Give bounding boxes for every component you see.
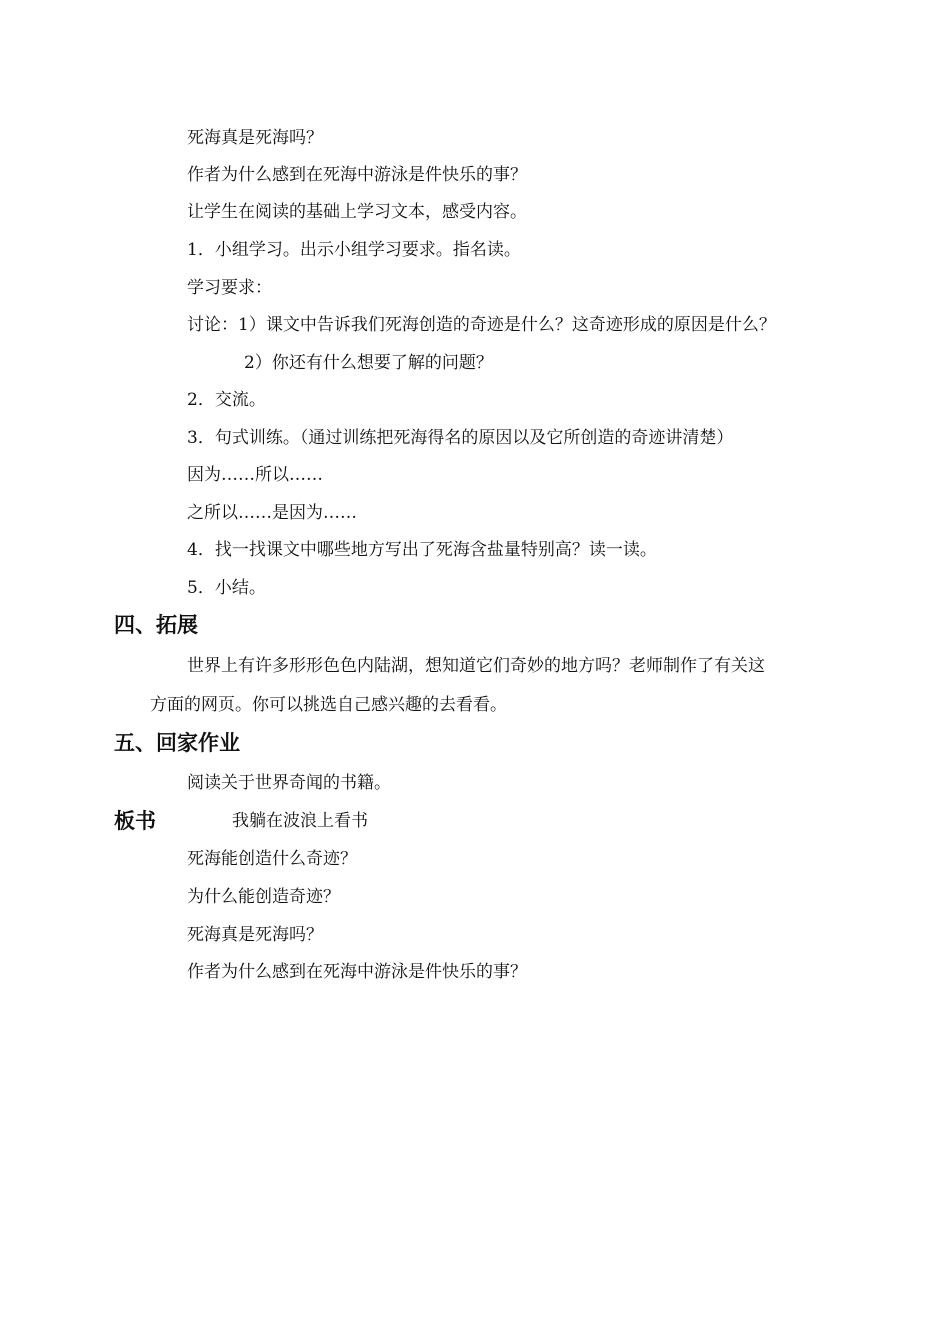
sentence-pattern-1: 因为……所以…… [187,465,323,485]
step-2-line: 2．交流。 [187,390,266,410]
section-4-heading: 四、拓展 [114,613,198,637]
board-title: 我躺在波浪上看书 [232,811,368,831]
board-heading: 板书 [114,809,156,833]
discussion-line: 讨论：1）课文中告诉我们死海创造的奇迹是什么？这奇迹形成的原因是什么？ [187,315,776,335]
step-4-line: 4．找一找课文中哪些地方写出了死海含盐量特别高？读一读。 [187,540,657,560]
board-line: 死海能创造什么奇迹？ [187,849,357,869]
homework-line: 阅读关于世界奇闻的书籍。 [187,773,391,793]
section-4-paragraph-line-2: 方面的网页。你可以挑选自己感兴趣的去看看。 [150,695,507,715]
board-line: 为什么能创造奇迹？ [187,887,340,907]
question-line: 死海真是死海吗？ [187,128,323,148]
step-5-line: 5．小结。 [187,578,266,598]
step-3-line: 3．句式训练。（通过训练把死海得名的原因以及它所创造的奇迹讲清楚） [187,428,734,448]
step-1-line: 1．小组学习。出示小组学习要求。指名读。 [187,240,521,260]
sentence-pattern-2: 之所以……是因为…… [187,503,357,523]
section-5-heading: 五、回家作业 [114,731,240,755]
board-line: 作者为什么感到在死海中游泳是件快乐的事？ [187,962,527,982]
section-4-paragraph-line-1: 世界上有许多形形色色内陆湖，想知道它们奇妙的地方吗？老师制作了有关这 [187,656,765,676]
question-line: 作者为什么感到在死海中游泳是件快乐的事？ [187,165,527,185]
requirements-label: 学习要求： [187,278,272,298]
board-line: 死海真是死海吗？ [187,925,323,945]
instruction-line: 让学生在阅读的基础上学习文本，感受内容。 [187,202,527,222]
discussion-line-2: 2）你还有什么想要了解的问题？ [244,353,493,373]
